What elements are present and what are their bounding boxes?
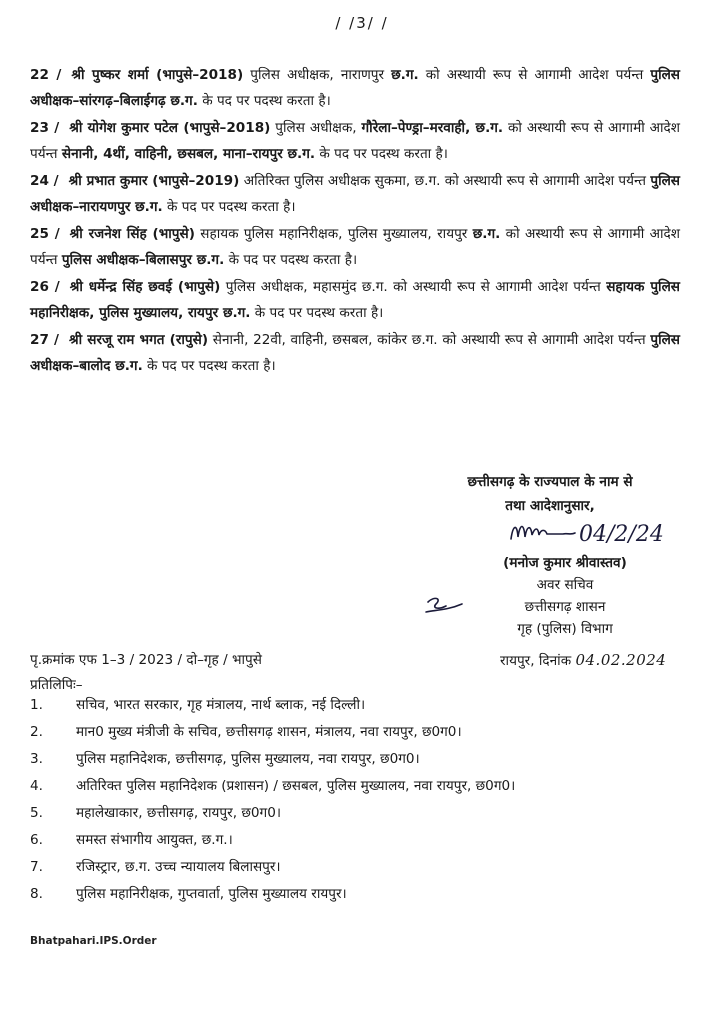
reference-number: पृ.क्रमांक एफ 1–3 / 2023 / दो–गृह / भापुसे	[30, 652, 262, 668]
order-number: 26 /	[30, 279, 60, 295]
order-number: 24 /	[30, 173, 59, 189]
officer-name: श्री पुष्कर शर्मा (भापुसे–2018)	[71, 67, 244, 83]
list-item	[30, 693, 670, 717]
signer-name: (मनोज कुमार श्रीवास्तव)	[503, 555, 627, 571]
order-state: छ.ग.	[472, 226, 501, 242]
order-state: छ.ग.	[391, 67, 419, 83]
order-text: के पद पर पदस्थ करता है।	[197, 93, 331, 109]
order-paragraph-22	[30, 62, 680, 114]
order-number: 27 /	[30, 332, 59, 348]
list-item	[30, 801, 670, 825]
list-item-number: 6.	[30, 832, 43, 848]
list-item-number: 2.	[30, 724, 43, 740]
order-text: पुलिस अधीक्षक, नाराणपुर	[243, 67, 392, 83]
copy-list	[30, 693, 670, 909]
list-item-text: समस्त संभागीय आयुक्त, छ.ग.।	[76, 832, 233, 848]
list-item-number: 8.	[30, 886, 43, 902]
list-item-text: सचिव, भारत सरकार, गृह मंत्रालय, नार्थ ब्लाक, नई दिल्ली।	[76, 697, 366, 713]
list-item	[30, 855, 670, 879]
closing-line-1: छत्तीसगढ़ के राज्यपाल के नाम से	[467, 474, 633, 490]
list-item-text: अतिरिक्त पुलिस महानिदेशक (प्रशासन) / छसबल, पुलिस मुख्यालय, नवा रायपुर, छ0ग0।	[76, 778, 516, 794]
file-footer: Bhatpahari.IPS.Order	[30, 935, 157, 947]
list-item-number: 1.	[30, 697, 43, 713]
list-item-number: 7.	[30, 859, 43, 875]
list-item	[30, 720, 670, 744]
orders-list	[30, 62, 680, 380]
order-text: के पद पर पदस्थ करता है।	[142, 358, 276, 374]
new-post: पुलिस अधीक्षक–बालोद छ.ग.	[30, 332, 680, 374]
signature-image	[505, 513, 695, 553]
list-item-text: मान0 मुख्य मंत्रीजी के सचिव, छत्तीसगढ़ शासन, मंत्रालय, नवा रायपुर, छ0ग0।	[76, 724, 462, 740]
order-text: को अस्थायी रूप से आगामी आदेश पर्यन्त	[30, 226, 680, 268]
closing-formula	[410, 470, 690, 518]
place-date	[500, 648, 666, 673]
list-item	[30, 774, 670, 798]
list-item-number: 5.	[30, 805, 43, 821]
order-text: पुलिस अधीक्षक,	[270, 120, 362, 136]
list-item-text: महालेखाकार, छत्तीसगढ़, रायपुर, छ0ग0।	[76, 805, 281, 821]
order-text: को अस्थायी रूप से आगामी आदेश पर्यन्त	[30, 120, 680, 162]
order-district: गौरेला–पेण्ड्रा–मरवाही, छ.ग.	[361, 120, 504, 136]
order-number: 23 /	[30, 120, 60, 136]
officer-name: श्री रजनेश सिंह (भापुसे)	[69, 226, 195, 242]
order-paragraph-27	[30, 327, 680, 379]
order-text: अतिरिक्त पुलिस अधीक्षक सुकमा, छ.ग. को अस्थायी रूप से आगामी आदेश पर्यन्त	[239, 173, 651, 189]
date-handwritten: 04.02.2024	[575, 651, 667, 669]
order-number: 25 /	[30, 226, 60, 242]
new-post: सहायक पुलिस महानिरीक्षक, पुलिस मुख्यालय, रायपुर छ.ग.	[30, 279, 680, 321]
place-date-label: रायपुर, दिनांक	[500, 653, 572, 669]
officer-name: श्री धर्मेन्द्र सिंह छवई (भापुसे)	[69, 279, 221, 295]
list-item-text: पुलिस महानिदेशक, छत्तीसगढ़, पुलिस मुख्यालय, नवा रायपुर, छ0ग0।	[76, 751, 420, 767]
signature-date-handwritten: 04/2/24	[579, 522, 664, 547]
list-item-number: 4.	[30, 778, 43, 794]
list-item	[30, 747, 670, 771]
order-text: सेनानी, 22वी, वाहिनी, छसबल, कांकेर छ.ग. को अस्थायी रूप से आगामी आदेश पर्यन्त	[208, 332, 651, 348]
list-item-number: 3.	[30, 751, 43, 767]
closing-line-2: तथा आदेशानुसार,	[505, 498, 595, 514]
order-text: के पद पर पदस्थ करता है।	[250, 305, 384, 321]
order-text: के पद पर पदस्थ करता है।	[162, 199, 296, 215]
officer-name: श्री सरजू राम भगत (रापुसे)	[69, 332, 209, 348]
new-post: सेनानी, 4थीं, वाहिनी, छसबल, माना–रायपुर छ.ग.	[61, 146, 316, 162]
order-text: के पद पर पदस्थ करता है।	[224, 252, 358, 268]
order-paragraph-26	[30, 274, 680, 326]
order-paragraph-25	[30, 221, 680, 273]
signer-designation: अवर सचिव	[536, 577, 594, 593]
list-item-text: रजिस्ट्रार, छ.ग. उच्च न्यायालय बिलासपुर।	[76, 859, 281, 875]
list-item	[30, 828, 670, 852]
initial-mark-icon	[424, 594, 464, 618]
order-paragraph-23	[30, 115, 680, 167]
list-item-text: पुलिस महानिरीक्षक, गुप्तवार्ता, पुलिस मुख्यालय रायपुर।	[76, 886, 347, 902]
copy-heading: प्रतिलिपिः–	[30, 677, 83, 693]
order-number: 22 /	[30, 67, 62, 83]
list-item	[30, 882, 670, 906]
new-post: पुलिस अधीक्षक–नारायणपुर छ.ग.	[30, 173, 680, 215]
order-text: को अस्थायी रूप से आगामी आदेश पर्यन्त	[418, 67, 651, 83]
order-text: सहायक पुलिस महानिरीक्षक, पुलिस मुख्यालय, रायपुर	[194, 226, 473, 242]
new-post: पुलिस अधीक्षक–सांरगढ़–बिलाईगढ़ छ.ग.	[30, 67, 680, 109]
signer-department: गृह (पुलिस) विभाग	[517, 621, 613, 637]
order-text: के पद पर पदस्थ करता है।	[315, 146, 448, 162]
signer-block	[445, 552, 685, 640]
order-paragraph-24	[30, 168, 680, 220]
page-number: / /3/ /	[335, 14, 389, 32]
officer-name: श्री योगेश कुमार पटेल (भापुसे–2018)	[69, 120, 271, 136]
officer-name: श्री प्रभात कुमार (भापुसे–2019)	[68, 173, 240, 189]
signer-government: छत्तीसगढ़ शासन	[524, 599, 606, 615]
new-post: पुलिस अधीक्षक–बिलासपुर छ.ग.	[61, 252, 225, 268]
order-text: पुलिस अधीक्षक, महासमुंद छ.ग. को अस्थायी रूप से आगामी आदेश पर्यन्त	[220, 279, 607, 295]
